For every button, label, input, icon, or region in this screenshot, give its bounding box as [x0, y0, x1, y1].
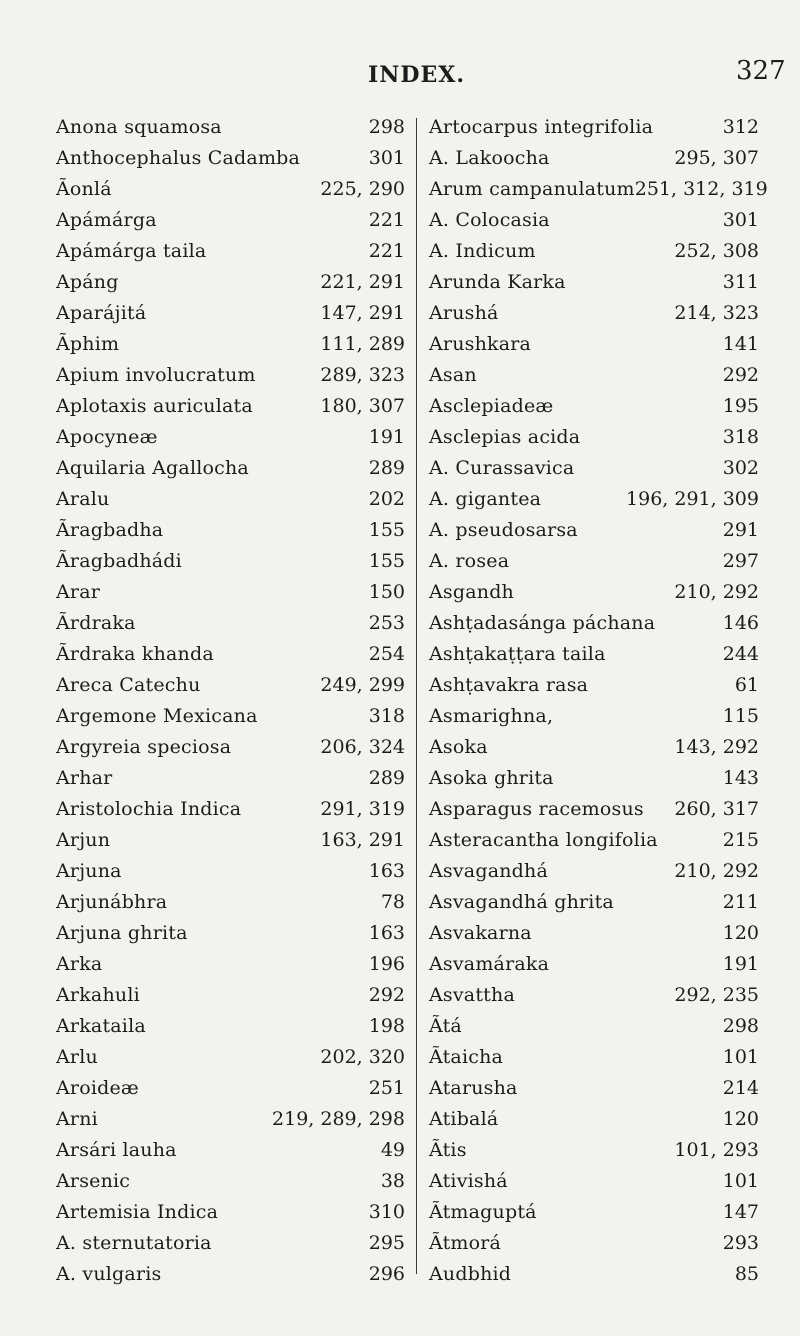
index-entry	[56, 236, 405, 267]
index-term: Asvamáraka	[429, 953, 550, 975]
index-term: A. Lakoocha	[429, 147, 550, 169]
index-pages: 311	[722, 271, 759, 293]
index-term: Asvagandhá	[429, 860, 548, 882]
index-entry	[56, 794, 405, 825]
index-term: Aparájitá	[56, 302, 147, 324]
index-entry	[429, 515, 759, 546]
index-term: Apámárga taila	[56, 240, 207, 262]
index-entry	[56, 732, 405, 763]
index-entry	[429, 391, 759, 422]
index-entry	[429, 639, 759, 670]
index-entry	[429, 670, 759, 701]
index-term: Ãtmorá	[429, 1232, 502, 1254]
index-pages: 249, 299	[320, 674, 405, 696]
index-pages: 120	[722, 922, 759, 944]
index-pages: 155	[368, 519, 405, 541]
index-term: Aplotaxis auriculata	[56, 395, 253, 417]
index-entry	[56, 205, 405, 236]
index-entry	[56, 298, 405, 329]
index-pages: 210, 292	[674, 581, 759, 603]
index-term: Audbhid	[429, 1263, 512, 1285]
index-column-left	[56, 112, 405, 1290]
index-entry	[56, 1135, 405, 1166]
index-pages: 111, 289	[320, 333, 405, 355]
index-entry	[56, 422, 405, 453]
index-pages: 147	[722, 1201, 759, 1223]
index-term: Ashṭavakra rasa	[429, 674, 589, 696]
index-entry	[56, 267, 405, 298]
index-term: Ãrdraka khanda	[56, 643, 214, 665]
index-entry	[429, 732, 759, 763]
index-entry	[56, 856, 405, 887]
index-entry	[429, 1197, 759, 1228]
index-entry	[56, 918, 405, 949]
index-pages: 253	[368, 612, 405, 634]
index-term: Atibalá	[429, 1108, 499, 1130]
index-term: Arsenic	[56, 1170, 131, 1192]
index-term: Ãtá	[429, 1015, 462, 1037]
index-pages: 301	[722, 209, 759, 231]
index-term: A. sternutatoria	[56, 1232, 212, 1254]
index-entry	[56, 515, 405, 546]
index-pages: 291, 319	[320, 798, 405, 820]
index-term: Anona squamosa	[56, 116, 222, 138]
index-term: Asmarighna,	[429, 705, 554, 727]
index-pages: 196	[368, 953, 405, 975]
index-term: Arushkara	[429, 333, 532, 355]
index-term: Ãonlá	[56, 178, 112, 200]
index-term: Arushá	[429, 302, 499, 324]
index-pages: 163	[368, 860, 405, 882]
index-term: A. Colocasia	[429, 209, 550, 231]
index-term: Asgandh	[429, 581, 514, 603]
index-entry	[56, 608, 405, 639]
index-entry	[429, 856, 759, 887]
index-entry	[56, 546, 405, 577]
index-entry	[429, 205, 759, 236]
index-term: Aquilaria Agallocha	[56, 457, 249, 479]
index-pages: 312	[722, 116, 759, 138]
index-pages: 101	[722, 1170, 759, 1192]
index-term: Apium involucratum	[56, 364, 256, 386]
index-term: A. Indicum	[429, 240, 536, 262]
index-term: Ãtaicha	[429, 1046, 504, 1068]
index-pages: 143, 292	[674, 736, 759, 758]
index-entry	[429, 701, 759, 732]
index-pages: 291	[722, 519, 759, 541]
index-entry	[429, 887, 759, 918]
index-pages: 101	[722, 1046, 759, 1068]
index-term: Artemisia Indica	[56, 1201, 219, 1223]
index-pages: 295, 307	[674, 147, 759, 169]
index-entry	[429, 546, 759, 577]
index-term: Asan	[429, 364, 477, 386]
index-entry	[56, 1073, 405, 1104]
index-pages: 219, 289, 298	[272, 1108, 405, 1130]
index-pages: 221	[368, 209, 405, 231]
index-pages: 289	[368, 457, 405, 479]
index-pages: 301	[368, 147, 405, 169]
index-entry	[56, 484, 405, 515]
index-entry	[56, 1011, 405, 1042]
index-pages: 252, 308	[674, 240, 759, 262]
index-term: Arkataila	[56, 1015, 146, 1037]
index-pages: 38	[380, 1170, 405, 1192]
index-term: Ashṭakaṭṭara taila	[429, 643, 606, 665]
column-divider	[416, 118, 417, 1274]
index-entry	[56, 701, 405, 732]
page-title: INDEX.	[368, 62, 465, 88]
index-entry	[429, 1135, 759, 1166]
index-term: Ativishá	[429, 1170, 508, 1192]
index-pages: 297	[722, 550, 759, 572]
index-entry	[56, 825, 405, 856]
index-pages: 221, 291	[320, 271, 405, 293]
index-pages: 302	[722, 457, 759, 479]
index-term: Arkahuli	[56, 984, 140, 1006]
index-term: Atarusha	[429, 1077, 518, 1099]
index-term: Ãtis	[429, 1139, 467, 1161]
index-entry	[56, 1197, 405, 1228]
index-term: Arni	[56, 1108, 98, 1130]
index-term: Arsári lauha	[56, 1139, 177, 1161]
index-pages: 141	[722, 333, 759, 355]
index-entry	[429, 794, 759, 825]
index-pages: 163, 291	[320, 829, 405, 851]
index-pages: 292	[368, 984, 405, 1006]
index-pages: 115	[722, 705, 759, 727]
index-pages: 295	[368, 1232, 405, 1254]
index-term: A. gigantea	[429, 488, 542, 510]
index-entry	[56, 1228, 405, 1259]
index-entry	[429, 174, 768, 205]
index-pages: 310	[368, 1201, 405, 1223]
index-term: A. vulgaris	[56, 1263, 162, 1285]
index-term: Arhar	[56, 767, 113, 789]
index-pages: 293	[722, 1232, 759, 1254]
index-pages: 147, 291	[320, 302, 405, 324]
index-term: Asoka	[429, 736, 488, 758]
index-term: Asvattha	[429, 984, 515, 1006]
index-pages: 251, 312, 319	[634, 178, 768, 200]
index-entry	[56, 1104, 405, 1135]
index-term: Ashṭadasánga páchana	[429, 612, 656, 634]
index-pages: 206, 324	[320, 736, 405, 758]
index-column-right	[429, 112, 768, 1290]
index-pages: 191	[722, 953, 759, 975]
index-term: Arjunábhra	[56, 891, 168, 913]
index-term: Aroideæ	[56, 1077, 139, 1099]
index-entry	[56, 577, 405, 608]
index-term: A. Curassavica	[429, 457, 575, 479]
index-pages: 298	[722, 1015, 759, 1037]
index-entry	[429, 236, 759, 267]
index-term: Aralu	[56, 488, 110, 510]
index-pages: 49	[380, 1139, 405, 1161]
index-pages: 78	[380, 891, 405, 913]
index-pages: 120	[722, 1108, 759, 1130]
index-pages: 244	[722, 643, 759, 665]
index-term: Asoka ghrita	[429, 767, 554, 789]
index-entry	[56, 1042, 405, 1073]
index-pages: 318	[722, 426, 759, 448]
index-term: Asparagus racemosus	[429, 798, 644, 820]
index-entry	[429, 1042, 759, 1073]
index-entry	[429, 825, 759, 856]
index-entry	[429, 453, 759, 484]
index-pages: 85	[734, 1263, 759, 1285]
index-pages: 214	[722, 1077, 759, 1099]
index-entry	[429, 112, 759, 143]
index-entry	[56, 391, 405, 422]
index-pages: 215	[722, 829, 759, 851]
index-term: Asvagandhá ghrita	[429, 891, 614, 913]
index-entry	[56, 1259, 405, 1290]
index-pages: 195	[722, 395, 759, 417]
index-pages: 196, 291, 309	[626, 488, 759, 510]
index-term: Argemone Mexicana	[56, 705, 258, 727]
index-pages: 146	[722, 612, 759, 634]
index-entry	[56, 143, 405, 174]
index-entry	[429, 918, 759, 949]
index-term: Apámárga	[56, 209, 157, 231]
index-pages: 180, 307	[320, 395, 405, 417]
index-entry	[56, 763, 405, 794]
index-pages: 251	[368, 1077, 405, 1099]
index-term: Arunda Karka	[429, 271, 566, 293]
index-pages: 260, 317	[674, 798, 759, 820]
index-entry	[56, 980, 405, 1011]
index-pages: 202	[368, 488, 405, 510]
index-entry	[56, 329, 405, 360]
index-entry	[429, 1166, 759, 1197]
index-pages: 61	[734, 674, 759, 696]
index-pages: 101, 293	[674, 1139, 759, 1161]
index-entry	[56, 174, 405, 205]
index-pages: 318	[368, 705, 405, 727]
index-term: Apáng	[56, 271, 119, 293]
index-term: Arjun	[56, 829, 111, 851]
index-pages: 298	[368, 116, 405, 138]
page-number: 327	[736, 56, 786, 86]
index-term: Arjuna ghrita	[56, 922, 188, 944]
index-pages: 191	[368, 426, 405, 448]
index-entry	[429, 763, 759, 794]
index-pages: 225, 290	[320, 178, 405, 200]
index-entry	[56, 887, 405, 918]
index-entry	[56, 670, 405, 701]
index-pages: 198	[368, 1015, 405, 1037]
index-pages: 289, 323	[320, 364, 405, 386]
index-term: Arjuna	[56, 860, 122, 882]
index-term: Ãragbadha	[56, 519, 164, 541]
index-pages: 292, 235	[674, 984, 759, 1006]
index-term: Arar	[56, 581, 101, 603]
index-pages: 254	[368, 643, 405, 665]
index-pages: 289	[368, 767, 405, 789]
index-entry	[429, 1104, 759, 1135]
index-term: Ãrdraka	[56, 612, 136, 634]
index-entry	[56, 453, 405, 484]
index-entry	[429, 1259, 759, 1290]
index-term: Arlu	[56, 1046, 98, 1068]
index-term: Asclepias acida	[429, 426, 581, 448]
page-header	[0, 56, 800, 96]
index-term: Anthocephalus Cadamba	[56, 147, 301, 169]
index-term: Apocyneæ	[56, 426, 158, 448]
index-pages: 221	[368, 240, 405, 262]
index-entry	[429, 577, 759, 608]
index-entry	[56, 1166, 405, 1197]
index-pages: 296	[368, 1263, 405, 1285]
index-term: Asteracantha longifolia	[429, 829, 658, 851]
index-entry	[56, 112, 405, 143]
index-entry	[429, 360, 759, 391]
index-term: Ãphim	[56, 333, 120, 355]
index-pages: 155	[368, 550, 405, 572]
index-pages: 143	[722, 767, 759, 789]
index-entry	[429, 608, 759, 639]
index-term: Arka	[56, 953, 103, 975]
index-entry	[429, 1228, 759, 1259]
index-term: Argyreia speciosa	[56, 736, 232, 758]
index-term: Asvakarna	[429, 922, 532, 944]
index-term: A. pseudosarsa	[429, 519, 578, 541]
index-entry	[429, 143, 759, 174]
index-pages: 202, 320	[320, 1046, 405, 1068]
index-pages: 211	[722, 891, 759, 913]
index-entry	[429, 1073, 759, 1104]
index-term: Ãtmaguptá	[429, 1201, 537, 1223]
index-term: Aristolochia Indica	[56, 798, 242, 820]
index-entry	[429, 949, 759, 980]
index-entry	[429, 422, 759, 453]
index-term: Ãragbadhádi	[56, 550, 182, 572]
index-entry	[429, 484, 759, 515]
index-term: Asclepiadeæ	[429, 395, 554, 417]
index-entry	[56, 360, 405, 391]
index-entry	[429, 267, 759, 298]
index-entry	[429, 298, 759, 329]
index-pages: 163	[368, 922, 405, 944]
index-entry	[429, 329, 759, 360]
index-entry	[429, 1011, 759, 1042]
index-term: A. rosea	[429, 550, 510, 572]
index-pages: 150	[368, 581, 405, 603]
index-term: Artocarpus integrifolia	[429, 116, 654, 138]
index-term: Arum campanulatum	[429, 178, 635, 200]
index-entry	[429, 980, 759, 1011]
index-entry	[56, 639, 405, 670]
index-entry	[56, 949, 405, 980]
index-pages: 210, 292	[674, 860, 759, 882]
index-pages: 214, 323	[674, 302, 759, 324]
index-term: Areca Catechu	[56, 674, 201, 696]
index-pages: 292	[722, 364, 759, 386]
